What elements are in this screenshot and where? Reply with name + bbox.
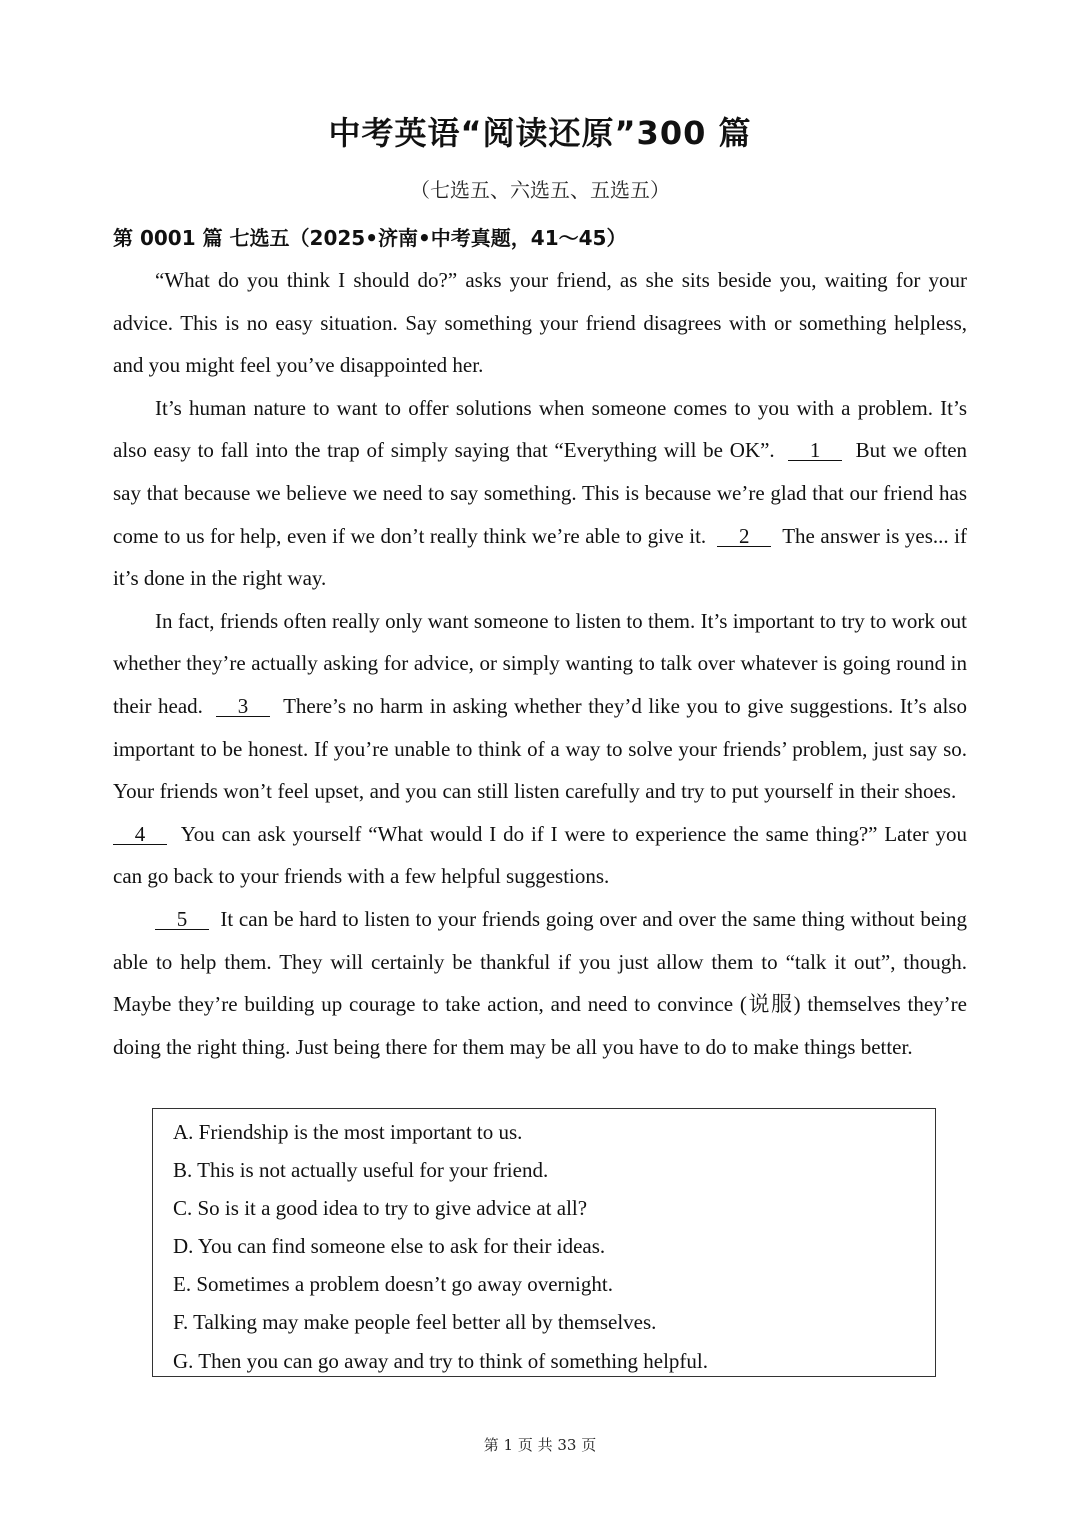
- option-a: A. Friendship is the most important to us.: [173, 1120, 523, 1144]
- paragraph-2-text-a: It’s human nature to want to offer solutions when someone comes to you with a problem. It’s also easy to fall into the trap of simply saying that “Everything will be OK”.: [113, 395, 967, 463]
- blank-5: 5: [155, 909, 209, 930]
- blank-3: 3: [216, 696, 270, 717]
- option-g: G. Then you can go away and try to think of something helpful.: [173, 1348, 709, 1373]
- blank-1: 1: [788, 440, 842, 461]
- paragraph-4-text: It can be hard to listen to your friends going over and over the same thing without being able to help them. They will certainly be thankful if you just allow them to “talk it out”, though. Maybe they’re building up courage to take action, and need to convince (说服) themselves they’re doing the right thing. Just being there for them may be all you have to do to make things better.: [113, 906, 967, 1059]
- blank-2: 2: [717, 526, 771, 547]
- paragraph-1: [113, 259, 967, 387]
- paragraph-3-text-b: There’s no harm in asking whether they’d like you to give suggestions. It’s also important to be honest. If you’re unable to think of a way to solve your friends’ problem, just say so. Your friends won’t feel upset, and you can still listen carefully and try to put yourself in their shoes.: [113, 693, 968, 804]
- option-d: D. You can find someone else to ask for their ideas.: [173, 1234, 606, 1259]
- option-c: C. So is it a good idea to try to give advice at all?: [173, 1196, 588, 1221]
- paragraph-4: [113, 898, 967, 1068]
- paragraph-2-text-c: The answer is yes... if it’s done in the right way.: [113, 523, 967, 591]
- passage-body: [113, 259, 967, 1068]
- options-box: [152, 1108, 936, 1377]
- document-subtitle: （七选五、六选五、五选五）: [410, 178, 670, 202]
- blank-4: 4: [113, 824, 167, 845]
- paragraph-3-text-c: You can ask yourself “What would I do if I were to experience the same thing?” Later you can go back to your friends with a few helpful suggestions.: [113, 821, 968, 889]
- paragraph-3: [113, 600, 967, 898]
- paragraph-1-text: “What do you think I should do?” asks your friend, as she sits beside you, waiting for your advice. This is no easy situation. Say something your friend disagrees with or something helpless, and you might feel you’ve disappointed her.: [113, 268, 967, 378]
- paragraph-3-text-a: In fact, friends often really only want someone to listen to them. It’s important to try to work out whether they’re actually asking for advice, or simply wanting to talk over whatever is going round in their head.: [113, 608, 967, 718]
- document-title: 中考英语“阅读还原”300 篇: [328, 114, 752, 152]
- paragraph-2: [113, 387, 967, 600]
- option-e: E. Sometimes a problem doesn’t go away overnight.: [173, 1272, 613, 1297]
- paragraph-2-text-b: But we often say that because we believe we need to say something. This is because we’re glad that our friend has come to us for help, even if we don’t really think we’re able to give it.: [113, 438, 968, 548]
- page-footer: 第 1 页 共 33 页: [483, 1436, 597, 1454]
- option-b: B. This is not actually useful for your friend.: [173, 1158, 549, 1183]
- section-heading: 第 0001 篇 七选五（2025•济南•中考真题，41～45）: [113, 226, 627, 250]
- option-f: F. Talking may make people feel better all by themselves.: [173, 1310, 657, 1335]
